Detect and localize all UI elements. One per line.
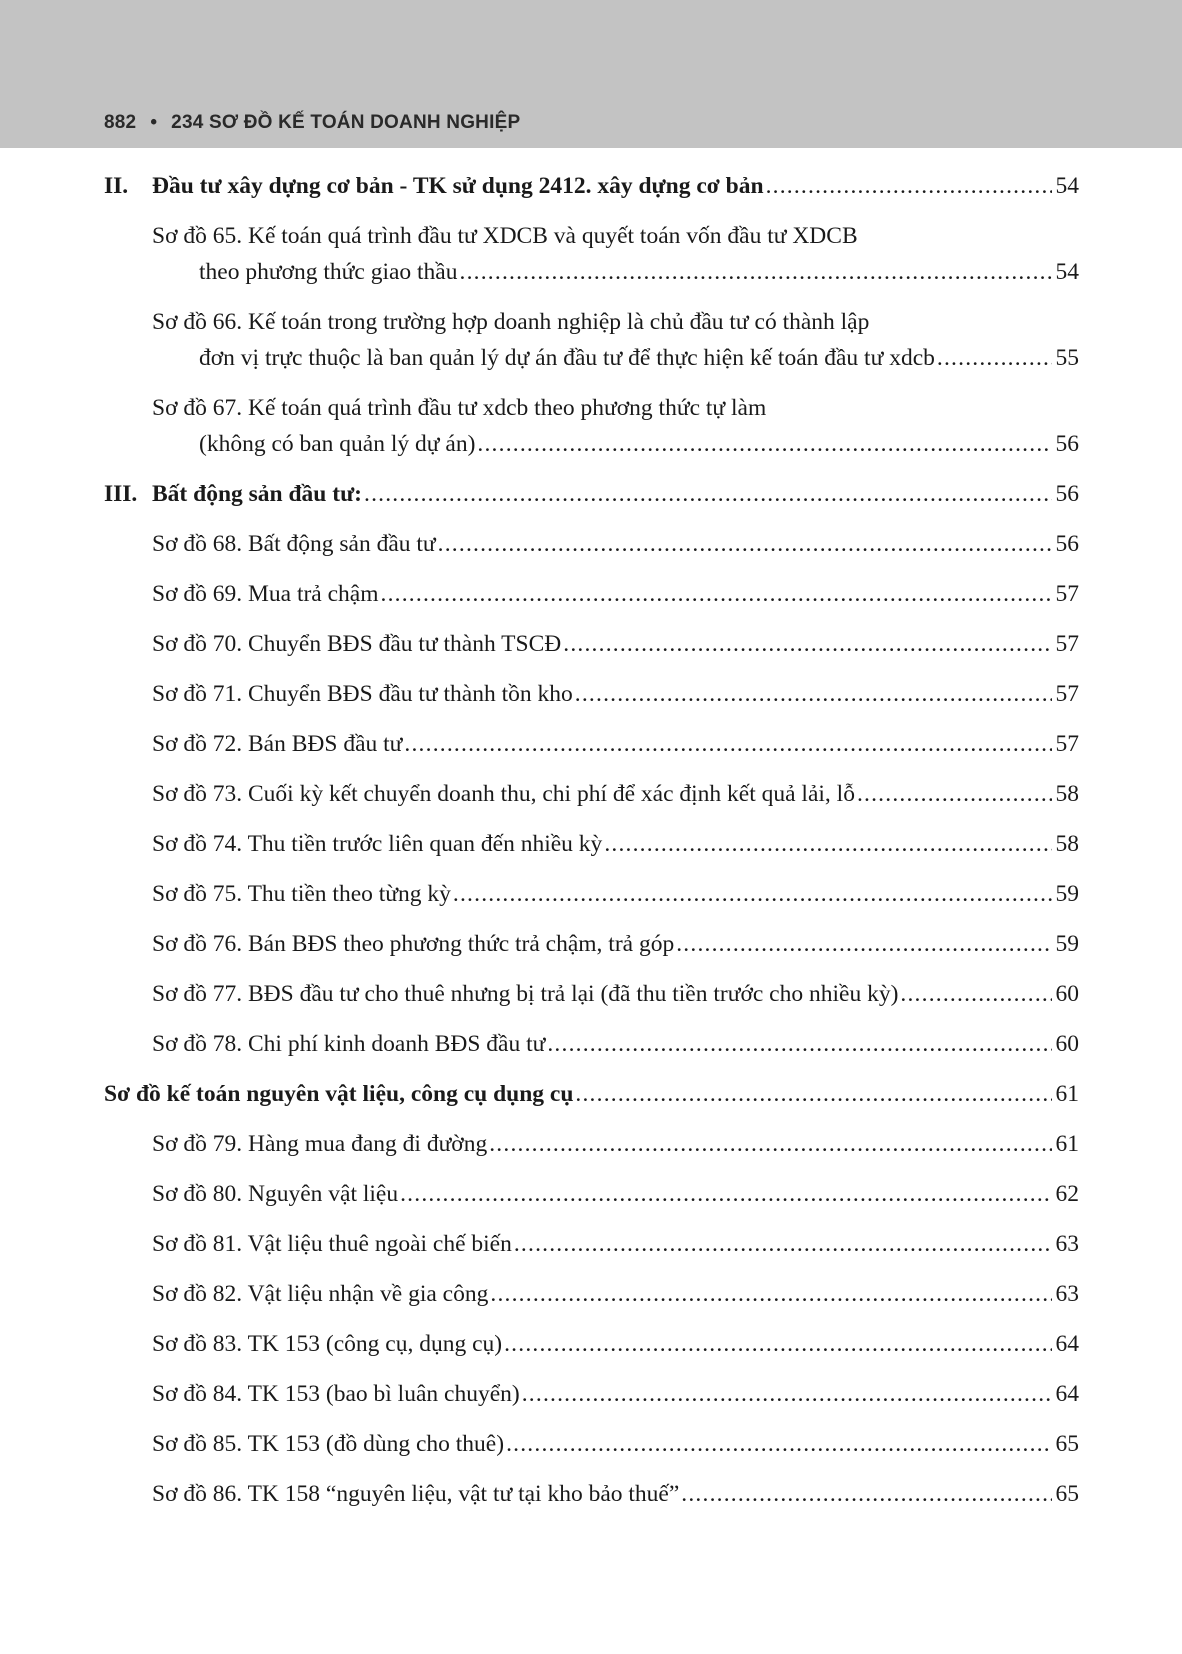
page-ref: 54	[1055, 173, 1079, 199]
page-ref: 61	[1055, 1131, 1079, 1157]
item-title-line2: theo phương thức giao thầu	[199, 259, 458, 285]
item-title: Sơ đồ 70. Chuyển BĐS đầu tư thành TSCĐ	[152, 631, 562, 657]
page-ref: 57	[1055, 681, 1079, 707]
separator-bullet: •	[150, 112, 158, 133]
dot-leader	[460, 254, 1052, 290]
toc-item[interactable]	[104, 1026, 1079, 1062]
dot-leader	[937, 340, 1052, 376]
dot-leader	[504, 1326, 1051, 1362]
page-ref: 65	[1055, 1431, 1079, 1457]
toc-item[interactable]	[104, 304, 1079, 376]
dot-leader	[438, 526, 1052, 562]
toc-item[interactable]	[104, 1326, 1079, 1362]
page-ref: 63	[1055, 1231, 1079, 1257]
toc-item[interactable]	[104, 926, 1079, 962]
page-ref: 54	[1055, 259, 1079, 285]
page-ref: 56	[1055, 431, 1079, 457]
item-title: Sơ đồ 76. Bán BĐS theo phương thức trả chậm, trả góp	[152, 931, 675, 957]
book-title: 234 SƠ ĐỒ KẾ TOÁN DOANH NGHIỆP	[171, 112, 521, 133]
toc-item[interactable]	[104, 626, 1079, 662]
section-number: III.	[104, 481, 138, 507]
dot-leader	[522, 1376, 1052, 1412]
page-ref: 60	[1055, 981, 1079, 1007]
toc-item[interactable]	[104, 218, 1079, 290]
page-ref: 57	[1055, 631, 1079, 657]
toc-item[interactable]	[104, 776, 1079, 812]
dot-leader	[477, 426, 1051, 462]
item-title: Sơ đồ 84. TK 153 (bao bì luân chuyển)	[152, 1381, 520, 1407]
item-title-line1: Sơ đồ 66. Kế toán trong trường hợp doanh nghiệp là chủ đầu tư có thành lập	[152, 309, 870, 335]
item-title: Sơ đồ 75. Thu tiền theo từng kỳ	[152, 881, 451, 907]
page-ref: 58	[1055, 831, 1079, 857]
dot-leader	[900, 976, 1051, 1012]
toc-item[interactable]	[104, 390, 1079, 462]
dot-leader	[547, 1026, 1051, 1062]
dot-leader	[490, 1276, 1051, 1312]
item-title: Sơ đồ 83. TK 153 (công cụ, dụng cụ)	[152, 1331, 503, 1357]
page-ref: 58	[1055, 781, 1079, 807]
dot-leader	[489, 1126, 1051, 1162]
item-title: Sơ đồ 72. Bán BĐS đầu tư	[152, 731, 403, 757]
page-ref: 61	[1055, 1081, 1079, 1107]
toc-item[interactable]	[104, 726, 1079, 762]
dot-leader	[453, 876, 1052, 912]
item-title: Sơ đồ 77. BĐS đầu tư cho thuê nhưng bị trả lại (đã thu tiền trước cho nhiều kỳ)	[152, 981, 899, 1007]
item-title: Sơ đồ 69. Mua trả chậm	[152, 581, 379, 607]
page-ref: 60	[1055, 1031, 1079, 1057]
chapter-title: Sơ đồ kế toán nguyên vật liệu, công cụ dụng cụ	[104, 1081, 574, 1107]
section-title: Đầu tư xây dựng cơ bản - TK sử dụng 2412. xây dựng cơ bản	[152, 173, 764, 199]
page-ref: 56	[1055, 481, 1079, 507]
page-ref: 63	[1055, 1281, 1079, 1307]
page-ref: 57	[1055, 581, 1079, 607]
toc-item[interactable]	[104, 576, 1079, 612]
item-title: Sơ đồ 81. Vật liệu thuê ngoài chế biến	[152, 1231, 512, 1257]
toc-item[interactable]	[104, 1276, 1079, 1312]
dot-leader	[400, 1176, 1051, 1212]
item-title: Sơ đồ 82. Vật liệu nhận về gia công	[152, 1281, 489, 1307]
item-title: Sơ đồ 74. Thu tiền trước liên quan đến nhiều kỳ	[152, 831, 603, 857]
page-ref: 65	[1055, 1481, 1079, 1507]
dot-leader	[575, 1076, 1051, 1112]
item-title: Sơ đồ 80. Nguyên vật liệu	[152, 1181, 399, 1207]
page-ref: 64	[1055, 1381, 1079, 1407]
page-ref: 55	[1055, 345, 1079, 371]
toc-item[interactable]	[104, 1476, 1079, 1512]
page-ref: 57	[1055, 731, 1079, 757]
dot-leader	[506, 1426, 1051, 1462]
toc-item[interactable]	[104, 526, 1079, 562]
item-title: Sơ đồ 68. Bất động sản đầu tư	[152, 531, 436, 557]
section-title: Bất động sản đầu tư:	[152, 481, 362, 507]
item-title: Sơ đồ 79. Hàng mua đang đi đường	[152, 1131, 488, 1157]
dot-leader	[676, 926, 1051, 962]
page-ref: 56	[1055, 531, 1079, 557]
dot-leader	[381, 576, 1052, 612]
running-head	[104, 112, 520, 134]
dot-leader	[766, 168, 1052, 204]
page-ref: 62	[1055, 1181, 1079, 1207]
dot-leader	[857, 776, 1052, 812]
item-title: Sơ đồ 73. Cuối kỳ kết chuyển doanh thu, chi phí để xác định kết quả lải, lỗ	[152, 781, 855, 807]
item-title-line1: Sơ đồ 65. Kế toán quá trình đầu tư XDCB và quyết toán vốn đầu tư XDCB	[152, 223, 858, 249]
toc-item[interactable]	[104, 976, 1079, 1012]
toc-item[interactable]	[104, 1376, 1079, 1412]
item-title-line2: (không có ban quản lý dự án)	[199, 431, 476, 457]
item-title-line1: Sơ đồ 67. Kế toán quá trình đầu tư xdcb theo phương thức tự làm	[152, 395, 767, 421]
item-title: Sơ đồ 78. Chi phí kinh doanh BĐS đầu tư	[152, 1031, 546, 1057]
toc-item[interactable]	[104, 676, 1079, 712]
toc-item[interactable]	[104, 1226, 1079, 1262]
dot-leader	[404, 726, 1051, 762]
dot-leader	[604, 826, 1051, 862]
toc-item[interactable]	[104, 1126, 1079, 1162]
page-number: 882	[104, 112, 137, 133]
dot-leader	[563, 626, 1051, 662]
page-ref: 64	[1055, 1331, 1079, 1357]
dot-leader	[681, 1476, 1051, 1512]
item-title: Sơ đồ 86. TK 158 “nguyên liệu, vật tư tại kho bảo thuế”	[152, 1481, 680, 1507]
item-title-line2: đơn vị trực thuộc là ban quản lý dự án đầu tư để thực hiện kế toán đầu tư xdcb	[199, 345, 935, 371]
toc-item[interactable]	[104, 876, 1079, 912]
table-of-contents	[104, 168, 1079, 1526]
toc-item[interactable]	[104, 1426, 1079, 1462]
section-number: II.	[104, 173, 129, 199]
toc-chapter-heading[interactable]	[104, 1076, 1079, 1112]
page-ref: 59	[1055, 931, 1079, 957]
toc-item[interactable]	[104, 1176, 1079, 1212]
item-title: Sơ đồ 71. Chuyển BĐS đầu tư thành tồn kho	[152, 681, 573, 707]
toc-item[interactable]	[104, 826, 1079, 862]
toc-section[interactable]	[104, 168, 1079, 204]
dot-leader	[575, 676, 1052, 712]
dot-leader	[364, 476, 1052, 512]
item-title: Sơ đồ 85. TK 153 (đồ dùng cho thuê)	[152, 1431, 505, 1457]
toc-section[interactable]	[104, 476, 1079, 512]
page-ref: 59	[1055, 881, 1079, 907]
dot-leader	[514, 1226, 1052, 1262]
